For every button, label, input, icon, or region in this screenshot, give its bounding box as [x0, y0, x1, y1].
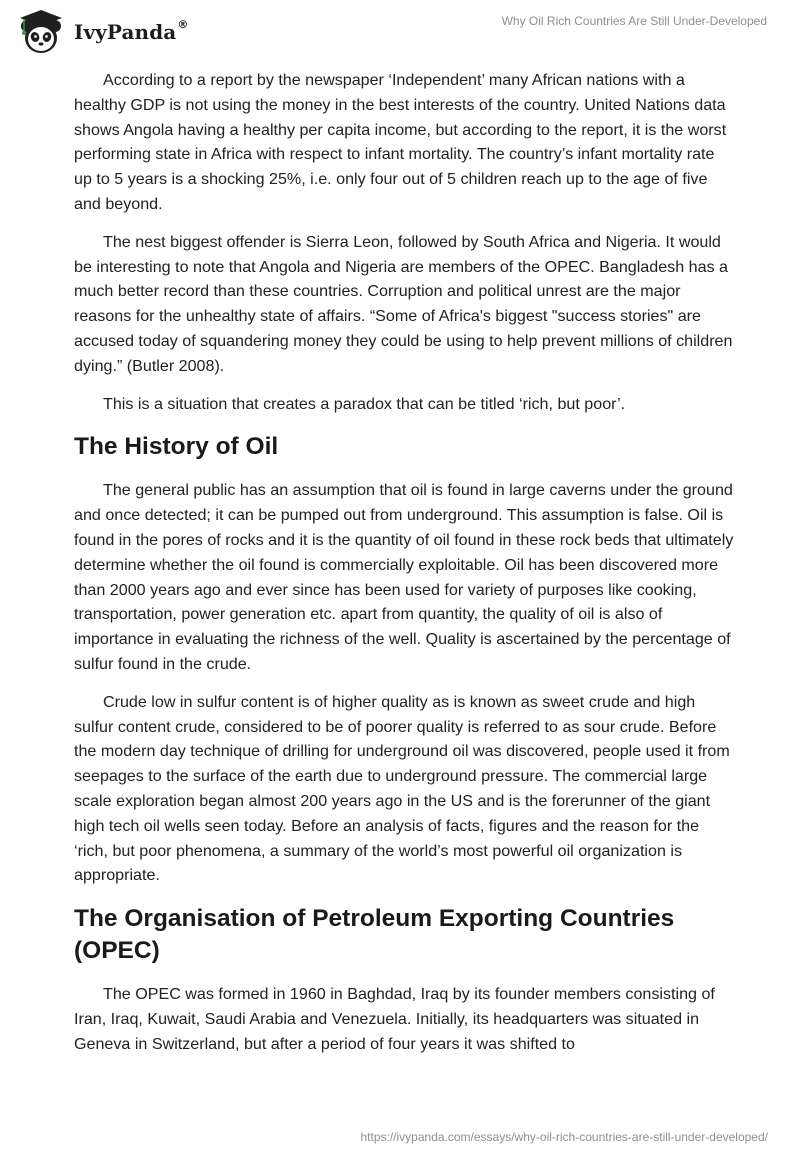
- intro-paragraph-3: This is a situation that creates a paradox that can be titled ‘rich, but poor’.: [103, 394, 626, 413]
- registered-mark: ®: [177, 18, 189, 31]
- page-header: [0, 0, 800, 60]
- history-paragraph-2: Crude low in sulfur content is of higher quality as is known as sweet crude and high sulfur content crude, considered to be of poorer quality is referred to as sour crude. Before the modern day technique of drilling for underground oil was discovered, people used it from seepages to the surface of the earth due to underground pressure. The commercial large scale exploration began almost 200 years ago in the US and is the forerunner of the giant high tech oil wells seen today. Before an analysis of facts, figures and the reason for the ‘rich, but poor phenomena, a summary of the world’s most powerful oil organization is appropriate.: [74, 692, 730, 885]
- source-url[interactable]: https://ivypanda.com/essays/why-oil-rich-countries-are-still-under-developed/: [360, 1130, 768, 1144]
- history-paragraph-1: The general public has an assumption that oil is found in large caverns under the ground and once detected; it can be pumped out from underground. This assumption is false. Oil is found in the pores of rocks and it is the quantity of oil found in these rock beds that ultimately determine whether the oil found is commercially exploitable. Oil has been discovered more than 2000 years ago and ever since has been used for variety of purposes like cooking, transportation, power generation etc. apart from quantity, the quality of oil is also of importance in evaluating the richness of the well. Quality is ascertained by the percentage of sulfur found in the crude.: [74, 481, 734, 673]
- intro-paragraph-2: The nest biggest offender is Sierra Leon, followed by South Africa and Nigeria. It would be interesting to note that Angola and Nigeria are members of the OPEC. Bangladesh has a much better record than these countries. Corruption and political unrest are the major reasons for the unhealthy state of affairs. “Some of Africa's biggest "success stories" are accused today of squandering money they could be using to help prevent millions of children dying.” (Butler 2008).: [74, 232, 733, 375]
- ivypanda-logo[interactable]: [16, 8, 188, 56]
- section-heading-opec: The Organisation of Petroleum Exporting Countries (OPEC): [74, 905, 675, 965]
- panda-graduation-cap-icon: [16, 8, 66, 56]
- section-heading-history: The History of Oil: [74, 433, 279, 461]
- intro-paragraph-1: According to a report by the newspaper ‘Independent’ many African nations with a healthy GDP is not using the money in the best interests of the country. United Nations data shows Angola having a healthy per capita income, but according to the report, it is the worst performing state in Africa with respect to infant mortality. The country’s infant mortality rate up to 5 years is a shocking 25%, i.e. only four out of 5 children reach up to the age of five and beyond.: [74, 71, 727, 213]
- article-body: [74, 68, 734, 1070]
- document-title: Why Oil Rich Countries Are Still Under-Developed: [501, 14, 767, 28]
- logo-text: IvyPanda®: [74, 18, 189, 44]
- opec-paragraph-1: The OPEC was formed in 1960 in Baghdad, Iraq by its founder members consisting of Iran, Iraq, Kuwait, Saudi Arabia and Venezuela. Initially, its headquarters was situated in Geneva in Switzerland, but after a period of four years it was shifted to: [74, 985, 715, 1053]
